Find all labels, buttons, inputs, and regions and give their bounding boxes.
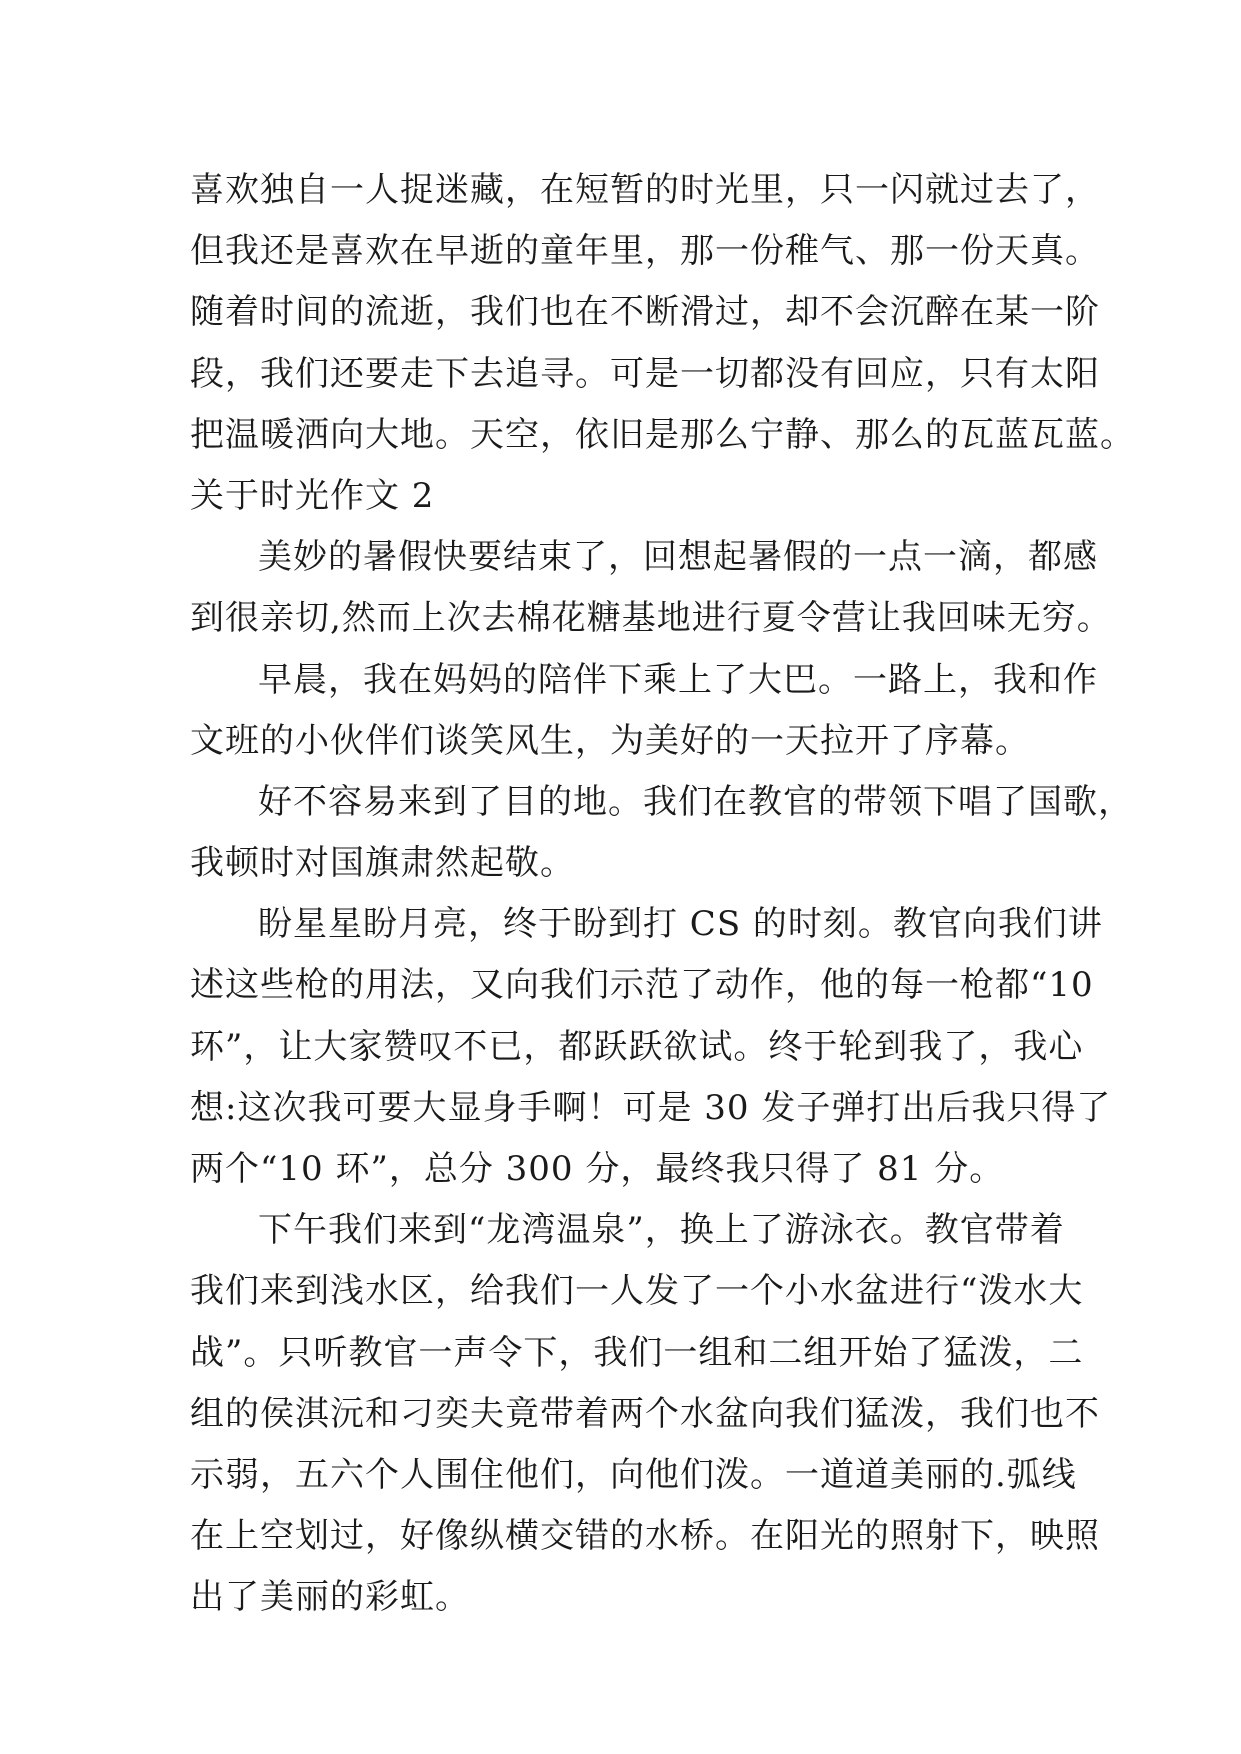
- text-line: 盼星星盼月亮，终于盼到打 CS 的时刻。教官向我们讲: [258, 904, 1103, 945]
- text-line: 组的侯淇沅和刁奕夫竟带着两个水盆向我们猛泼，我们也不: [190, 1393, 1100, 1434]
- text-line: 我们来到浅水区，给我们一人发了一个小水盆进行“泼水大: [190, 1271, 1084, 1312]
- text-line: 环”，让大家赞叹不已，都跃跃欲试。终于轮到我了，我心: [190, 1026, 1084, 1067]
- text-line: 两个“10 环”，总分 300 分，最终我只得了 81 分。: [190, 1149, 1005, 1189]
- text-line: 战”。只听教官一声令下，我们一组和二组开始了猛泼，二: [190, 1332, 1084, 1373]
- text-line: 我顿时对国旗肃然起敬。: [190, 843, 575, 884]
- text-line: 段，我们还要走下去追寻。可是一切都没有回应，只有太阳: [190, 353, 1100, 394]
- essay-body: [190, 160, 1135, 1629]
- text-line: 文班的小伙伴们谈笑风生，为美好的一天拉开了序幕。: [190, 720, 1030, 761]
- text-line: 好不容易来到了目的地。我们在教官的带领下唱了国歌，: [258, 781, 1133, 822]
- text-line: 在上空划过，好像纵横交错的水桥。在阳光的照射下，映照: [190, 1516, 1100, 1557]
- text-line: 随着时间的流逝，我们也在不断滑过，却不会沉醉在某一阶: [190, 292, 1100, 333]
- text-line: 喜欢独自一人捉迷藏，在短暂的时光里，只一闪就过去了，: [190, 170, 1100, 210]
- text-line: 示弱，五六个人围住他们，向他们泼。一道道美丽的.弧线: [190, 1454, 1077, 1495]
- text-line: 把温暖洒向大地。天空，依旧是那么宁静、那么的瓦蓝瓦蓝。: [190, 414, 1135, 455]
- text-line: 但我还是喜欢在早逝的童年里，那一份稚气、那一份天真。: [190, 231, 1100, 272]
- text-line: 述这些枪的用法，又向我们示范了动作，他的每一枪都“10: [190, 965, 1094, 1006]
- text-line: 早晨，我在妈妈的陪伴下乘上了大巴。一路上，我和作: [258, 659, 1098, 700]
- text-line: 到很亲切,然而上次去棉花糖基地进行夏令营让我回味无穷。: [190, 598, 1112, 639]
- text-line: 下午我们来到“龙湾温泉”，换上了游泳衣。教官带着: [258, 1210, 1065, 1251]
- text-line: 出了美丽的彩虹。: [190, 1577, 470, 1618]
- text-line: 美妙的暑假快要结束了，回想起暑假的一点一滴，都感: [258, 537, 1098, 578]
- text-line: 想:这次我可要大显身手啊！可是 30 发子弹打出后我只得了: [190, 1087, 1112, 1128]
- text-line: 关于时光作文 2: [190, 475, 435, 516]
